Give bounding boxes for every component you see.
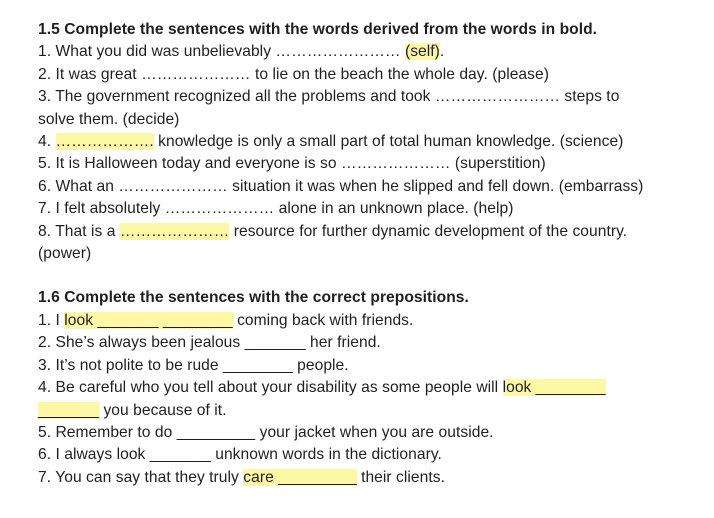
item-text: 1. What you did was unbelievably bbox=[38, 43, 276, 61]
exercise-1-5-item-3: 3. The government recognized all the problems and took …………………… steps to bbox=[38, 88, 620, 106]
item-text: 8. That is a bbox=[38, 222, 120, 240]
item-text-end: resource for further dynamic development of the country. bbox=[229, 222, 628, 240]
exercise-1-6-item-7 bbox=[38, 467, 698, 489]
exercise-1-5-item-6: 6. What an ………………… situation it was when he slipped and fell down. (embarrass) bbox=[38, 177, 644, 195]
exercise-1-5-item-2: 2. It was great ………………… to lie on the beach the whole day. (please) bbox=[38, 65, 549, 83]
exercise-1-6-item-4 bbox=[38, 377, 698, 399]
exercise-1-5-item-4 bbox=[38, 131, 698, 153]
exercise-1-5-item-3-cont: solve them. (decide) bbox=[38, 110, 180, 128]
highlighted-blank: _______ bbox=[38, 401, 100, 419]
highlighted-blank: ………………. bbox=[55, 133, 154, 151]
highlighted-blank: ………………… bbox=[119, 222, 230, 240]
highlighted-phrase: look ________ bbox=[502, 379, 606, 397]
exercise-1-5-item-7: 7. I felt absolutely ………………… alone in an unknown place. (help) bbox=[38, 200, 514, 218]
exercise-1-6-item-1 bbox=[38, 310, 698, 332]
item-text: 7. You can say that they truly bbox=[38, 468, 244, 486]
section-1-6-title: 1.6 Complete the sentences with the correct prepositions. bbox=[38, 289, 469, 307]
item-number: 1. I bbox=[38, 311, 65, 329]
item-text: 4. Be careful who you tell about your disability as some people will bbox=[38, 379, 503, 397]
exercise-1-5-item-5: 5. It is Halloween today and everyone is so ………………… (superstition) bbox=[38, 155, 546, 173]
highlighted-phrase: look _______ ________ bbox=[64, 311, 233, 329]
exercise-1-6-item-3: 3. It’s not polite to be rude ________ people. bbox=[38, 356, 349, 374]
highlighted-word: (self) bbox=[404, 43, 440, 61]
exercise-1-6-item-4-cont bbox=[38, 400, 698, 422]
section-spacer bbox=[38, 265, 698, 287]
highlighted-phrase: care _________ bbox=[243, 468, 357, 486]
item-text-end: their clients. bbox=[356, 468, 445, 486]
exercise-1-6-item-2: 2. She’s always been jealous _______ her friend. bbox=[38, 334, 381, 352]
item-text: you because of it. bbox=[99, 401, 227, 419]
item-number: 4. bbox=[38, 133, 56, 151]
item-text: knowledge is only a small part of total human knowledge. (science) bbox=[153, 133, 624, 151]
worksheet bbox=[38, 19, 698, 489]
exercise-1-5-item-8-cont: (power) bbox=[38, 245, 92, 263]
item-text: coming back with friends. bbox=[232, 311, 414, 329]
answer-blank: …………………… bbox=[275, 43, 405, 61]
exercise-1-6-item-5: 5. Remember to do _________ your jacket when you are outside. bbox=[38, 423, 494, 441]
exercise-1-6-item-6: 6. I always look _______ unknown words in the dictionary. bbox=[38, 446, 442, 464]
exercise-1-5-item-1 bbox=[38, 41, 698, 63]
section-1-5-title: 1.5 Complete the sentences with the words derived from the words in bold. bbox=[38, 21, 598, 38]
item-text-end: . bbox=[439, 43, 445, 61]
exercise-1-5-item-8 bbox=[38, 221, 698, 243]
